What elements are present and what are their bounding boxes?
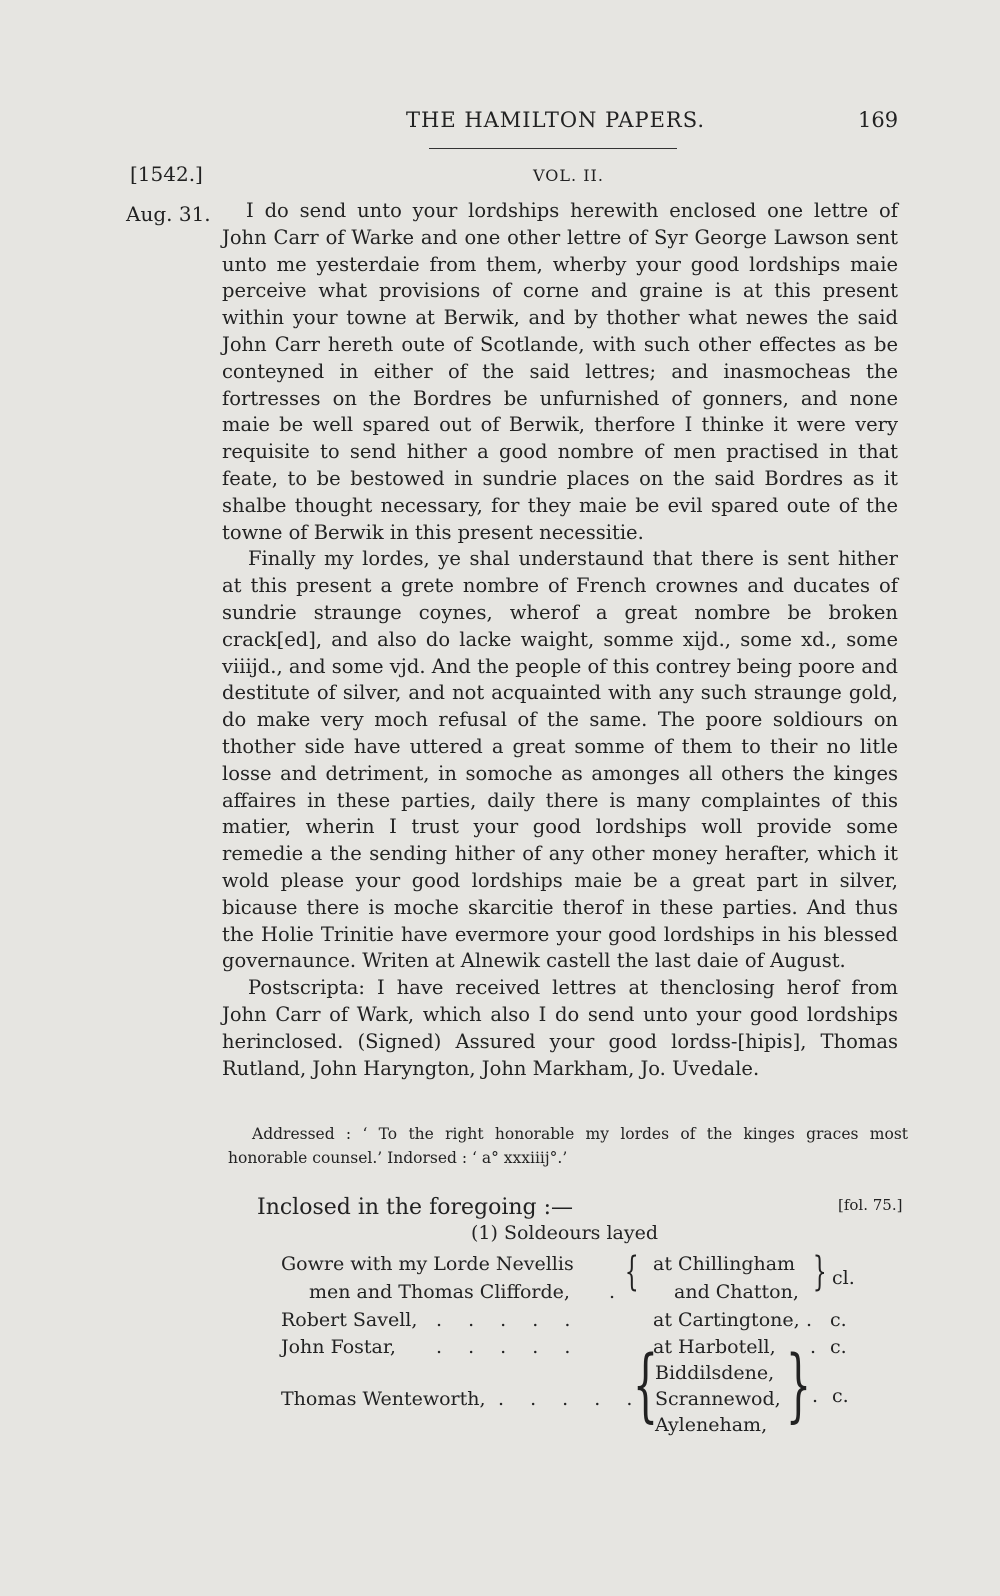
page-number: 169 <box>858 108 899 132</box>
postscript-paragraph: Postscripta: I have received lettres at thenclosing herof from John Carr of Wark, which also I do send unto your good lordships herinclosed. (Signed) Assured your good lordss-[hipis], Thomas Rutland, John Haryngton, John Markham, Jo. Uvedale. <box>222 976 898 1080</box>
year-marker: [1542.] <box>130 162 203 186</box>
soldier-name-continued: men and Thomas Clifforde, <box>309 1281 570 1303</box>
leader-dots: . . . . . <box>436 1336 581 1358</box>
enclosure-subheading: (1) Soldeours layed <box>471 1222 658 1244</box>
place-name: at Chillingham <box>653 1253 796 1275</box>
running-title: THE HAMILTON PAPERS. <box>406 108 706 132</box>
letter-paragraph: Finally my lordes, ye shal understaund that there is sent hither at this present a grete nombre of French crownes and ducates of sundrie straunge coynes, wherof a great nombre be broken crack[ed], and also do lacke waight, somme xijd., some xd., some viiijd., and some vjd. And the people of this contrey being poore and destitute of silver, and not acquainted with any such straunge gold, do make very moch refusal of the same. The poore soldiours on thother side have uttered a great somme of them to their no litle losse and detriment, in somoche as amonges all others the kinges affaires in these parties, daily there is many complaintes of this matier, wherin I trust your good lordships woll provide some remedie a the sending hither of any other money herafter, which it wold please your good lordships maie be a great part in silver, bicause there is moche skarcitie therof in these parties. And thus the Holie Trinitie have evermore your good lordships in his blessed governaunce. Writen at Alnewik castell the last daie of August. <box>222 547 898 973</box>
leader-dots: . <box>609 1281 616 1303</box>
leader-dots: . <box>812 1385 819 1407</box>
volume-label: VOL. II. <box>533 166 604 185</box>
address-note-text: Addressed : ‘ To the right honorable my lordes of the kinges graces most honorable counsel.’ Indorsed : ‘ a° xxxiiij°.’ <box>228 1125 908 1167</box>
left-brace: { <box>632 1338 659 1431</box>
folio-reference: [fol. 75.] <box>838 1196 903 1214</box>
right-brace: } <box>812 1249 827 1295</box>
soldier-name: Gowre with my Lorde Nevellis <box>281 1253 574 1275</box>
leader-dots: . . . . . <box>436 1309 581 1331</box>
soldier-count: c. <box>830 1336 847 1358</box>
left-brace: { <box>624 1249 639 1295</box>
soldier-count: c. <box>832 1385 849 1407</box>
soldier-name: John Fostar, <box>281 1336 396 1358</box>
soldier-name: Robert Savell, <box>281 1309 418 1331</box>
leader-dots: . <box>806 1309 813 1331</box>
right-brace: } <box>785 1338 812 1431</box>
place-name: Ayleneham, <box>655 1414 768 1436</box>
soldier-name: Thomas Wenteworth, <box>281 1388 486 1410</box>
leader-dots: . . . . . <box>498 1388 643 1410</box>
leader-dots: . <box>810 1336 817 1358</box>
place-name: at Cartingtone, <box>653 1309 800 1331</box>
place-name: Scrannewod, <box>655 1388 781 1410</box>
place-name: Biddilsdene, <box>655 1362 775 1384</box>
place-name: at Harbotell, <box>653 1336 776 1358</box>
letter-paragraph: I do send unto your lordships herewith enclosed one lettre of John Carr of Warke and one other lettre of Syr George Lawson sent unto me yesterdaie from them, wherby your good lordships maie perceive what provisions of corne and graine is at this present within your towne at Berwik, and by thother what newes the said John Carr hereth oute of Scotlande, with such other effectes as be conteyned in either of the said lettres; and inasmocheas the fortresses on the Bordres be unfurnished of gonners, and none maie be well spared out of Berwik, therfore I thinke it were very requisite to send hither a good nombre of men practised in that feate, to be bestowed in sundrie places on the said Bordres as it shalbe thought necessary, for they maie be evil spared oute of the towne of Berwik in this present necessitie. <box>222 199 898 544</box>
soldier-count: cl. <box>832 1267 855 1289</box>
place-name-continued: and Chatton, <box>674 1281 799 1303</box>
enclosure-heading: Inclosed in the foregoing :— <box>257 1195 574 1220</box>
soldier-count: c. <box>830 1309 847 1331</box>
margin-date: Aug. 31. <box>126 202 211 226</box>
